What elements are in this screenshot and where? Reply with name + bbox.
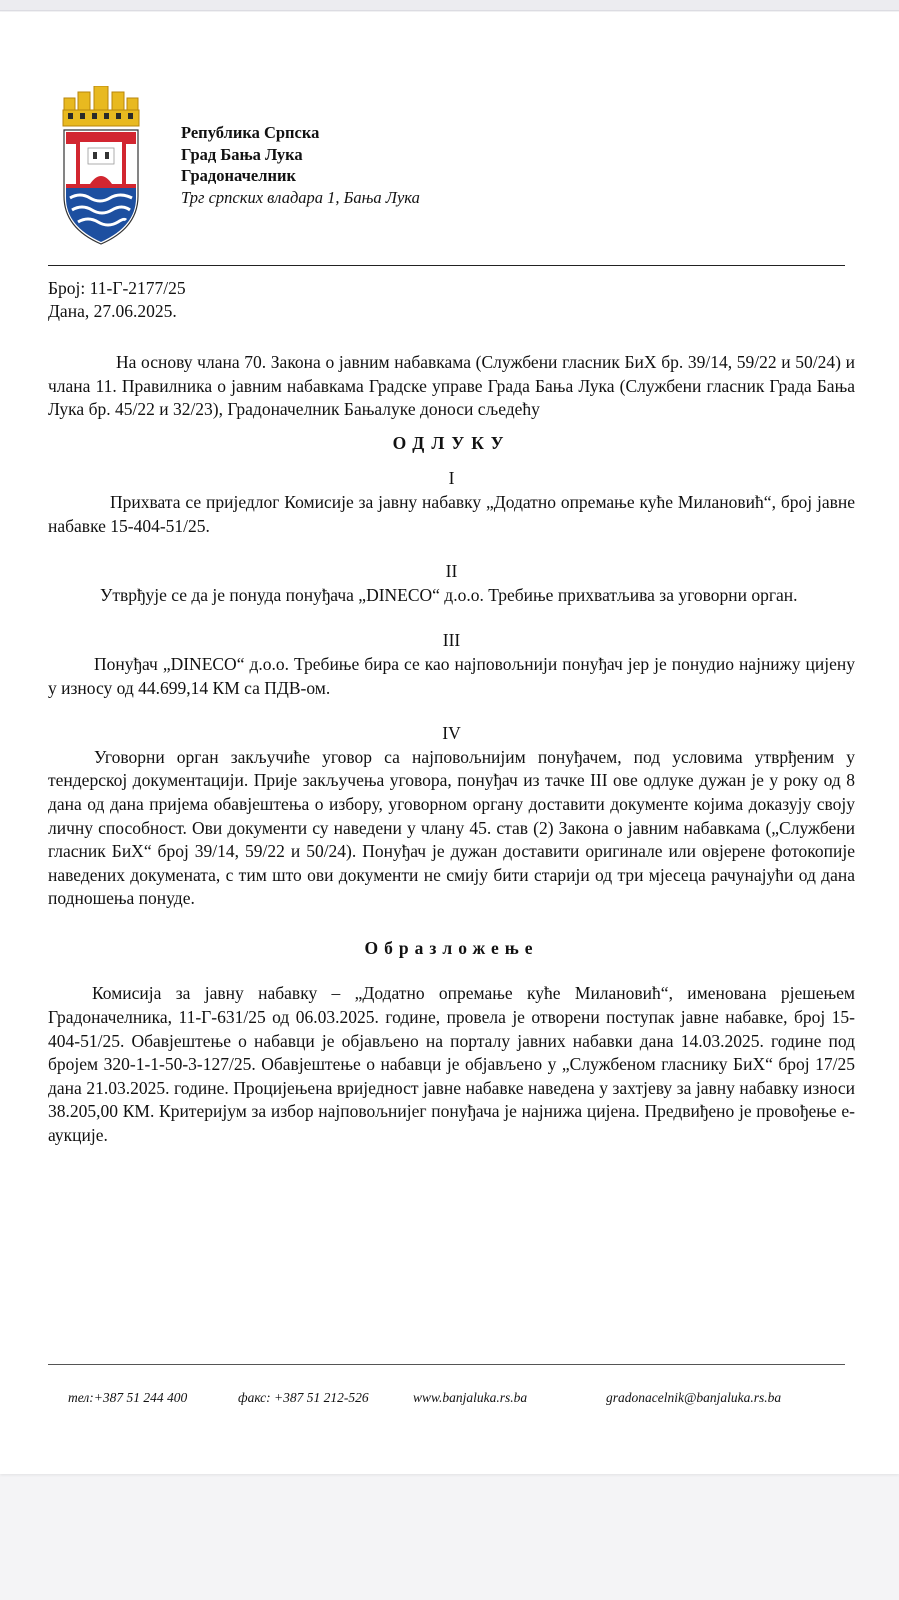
header-mayor: Градоначелник [181, 166, 296, 185]
header-divider [48, 265, 845, 266]
footer-website[interactable]: www.banjaluka.rs.ba [413, 1390, 528, 1405]
coat-of-arms-icon [60, 86, 152, 250]
document-number: Број: 11-Г-2177/25 [48, 278, 186, 298]
decision-title: ОДЛУКУ [392, 432, 511, 453]
document-content [48, 351, 855, 1148]
top-bar [0, 0, 899, 11]
section-numeral-2: II [445, 561, 458, 582]
footer-email[interactable]: gradonacelnik@banjaluka.rs.ba [606, 1390, 782, 1405]
document-meta [48, 277, 186, 322]
section-text-3: Понуђач „DINECO“ д.о.о. Требиње бира се као најповољнији понуђач јер је понудио најнижу цијену у износу од 44.699,14 КМ са ПДВ-ом. [48, 653, 855, 698]
section-numeral-1: I [448, 468, 455, 489]
reasoning-title: Образложење [364, 937, 539, 958]
section-text-4: Уговорни орган закључиће уговор са најповољнијим понуђачем, под условима утврђеним у тендерској документацији. Прије закључења уговора, понуђач из тачке III ове одлуке дужан је у року од 8 дана од дана пријема обавјештења о избору, уговорном органу доставити документе којима доказују своју личну способност. Ови документи су наведени у члану 45. став (2) Закона о јавним набавкама („Службени гласник БиХ“ број 39/14, 59/22 и 50/24). Понуђач је дужан доставити оригинале или овјерене фотокопије наведених докумената, с тим што ови документи не смију бити старији од три мјесеца рачунајући од дана подношења понуде. [48, 746, 855, 909]
header-city: Град Бања Лука [181, 144, 303, 164]
section-numeral-4: IV [442, 723, 461, 744]
section-text-1: Прихвата се приједлог Комисије за јавну набавку „Додатно опремање куће Милановић“, број јавне набавке 15-404-51/25. [48, 491, 855, 536]
footer-phone: тел:+387 51 244 400 [68, 1390, 188, 1405]
reasoning-paragraph: Комисија за јавну набавку – „Додатно опремање куће Милановић“, именована рјешењем Градоначелника, 11-Г-631/25 од 06.03.2025. године, провела је отворени поступак јавне набавке, број 15-404-51/25. Обавјештење о набавци је објављено на порталу јавних набавки дана 14.03.2025. године под бројем 320-1-1-50-3-127/25. Обавјештење о набавци је објављено у „Службеном гласнику БиХ“ број 17/25 дана 21.03.2025. године. Процијењена вриједност јавне набавке наведена у захтјеву за јавну набавку износи 38.205,00 КМ. Критеријум за избор најповољнијег понуђача је најнижа цијена. Предвиђено је провођење е-аукције. [48, 983, 855, 1146]
document-page [0, 12, 899, 1474]
header-republic: Република Српска [181, 123, 320, 142]
header-block [181, 122, 420, 208]
section-text-2: Утврђује се да је понуда понуђача „DINECO“ д.о.о. Требиње прихватљива за уговорни орган. [100, 584, 798, 605]
footer-divider [48, 1364, 845, 1365]
footer-fax: факс: +387 51 212-526 [238, 1390, 369, 1405]
document-date: Дана, 27.06.2025. [48, 300, 177, 321]
intro-paragraph: На основу члана 70. Закона о јавним набавкама (Службени гласник БиХ бр. 39/14, 59/22 и 50/24) и члана 11. Правилника о јавним набавкама Градске управе Града Бања Лука (Службени гласник Града Бања Лука бр. 45/22 и 32/23), Градоначелник Бањалуке доноси сљедећу [48, 352, 855, 420]
section-numeral-3: III [442, 630, 461, 651]
crown [63, 86, 139, 126]
header-address: Трг српских владара 1, Бања Лука [181, 187, 420, 207]
